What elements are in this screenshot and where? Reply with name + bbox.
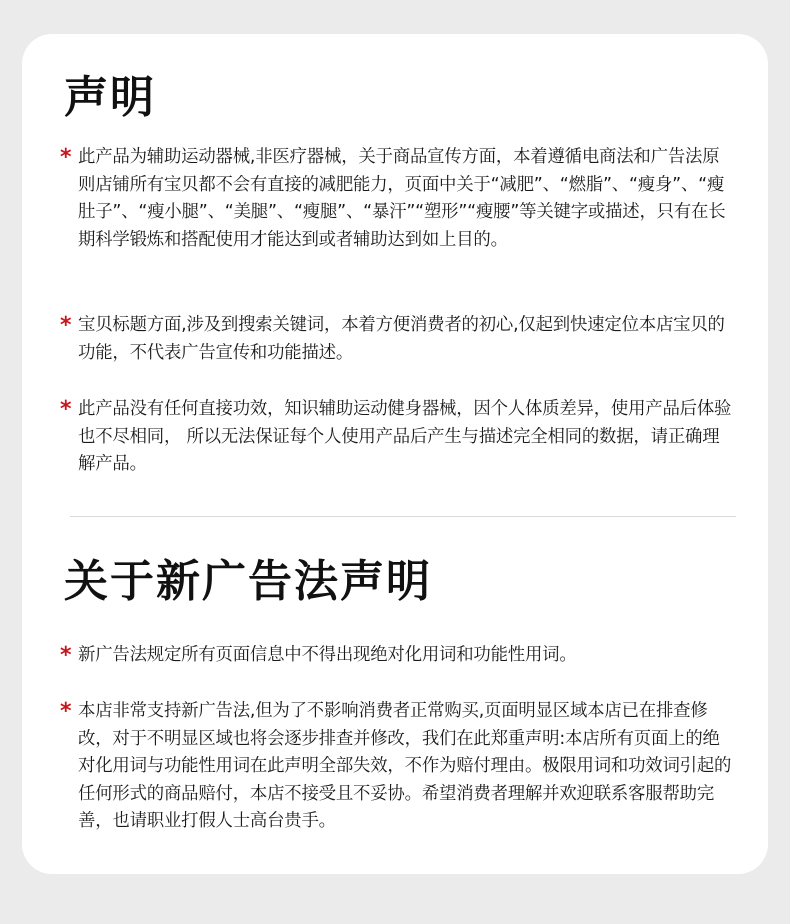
statement-item-text: 宝贝标题方面,涉及到搜索关键词，本着方便消费者的初心,仅起到快速定位本店宝贝的功能，不代表广告宣传和功能描述。 (78, 315, 725, 363)
section-divider (70, 516, 736, 517)
asterisk-icon: * (60, 145, 72, 170)
statement-item-text: 此产品没有任何直接功效，知识辅助运动健身器械，因个人体质差异，使用产品后体验也不尽相同， 所以无法保证每个人使用产品后产生与描述完全相同的数据，请正确理解产品。 (78, 399, 732, 474)
statement-item (60, 396, 736, 479)
asterisk-icon: * (60, 397, 72, 422)
ad-law-item (60, 642, 736, 670)
ad-law-item (60, 698, 736, 836)
asterisk-icon: * (60, 643, 72, 668)
statement-item (60, 144, 736, 254)
statement-card (22, 34, 768, 874)
ad-law-title: 关于新广告法声明 (64, 556, 432, 607)
asterisk-icon: * (60, 313, 72, 338)
ad-law-item-text: 新广告法规定所有页面信息中不得出现绝对化用词和功能性用词。 (78, 645, 577, 665)
asterisk-icon: * (60, 699, 72, 724)
statement-title: 声明 (64, 72, 156, 123)
statement-item-text: 此产品为辅助运动器械,非医疗器械，关于商品宣传方面，本着遵循电商法和广告法原则店铺所有宝贝都不会有直接的减肥能力，页面中关于“减肥”、“燃脂”、“瘦身”、“瘦肚子”、“瘦小腿”、“美腿”、“瘦腿”、“暴汗”“塑形”“瘦腰”等关键字或描述，只有在长期科学锻炼和搭配使用才能达到或者辅助达到如上目的。 (78, 147, 726, 250)
ad-law-item-text: 本店非常支持新广告法,但为了不影响消费者正常购买,页面明显区域本店已在排查修改，对于不明显区域也将会逐步排查并修改，我们在此郑重声明:本店所有页面上的绝对化用词与功能性用词在此声明全部失效，不作为赔付理由。极限用词和功效词引起的任何形式的商品赔付，本店不接受且不妥协。希望消费者理解并欢迎联系客服帮助完善，也请职业打假人士高台贵手。 (78, 701, 732, 831)
statement-item (60, 312, 736, 367)
